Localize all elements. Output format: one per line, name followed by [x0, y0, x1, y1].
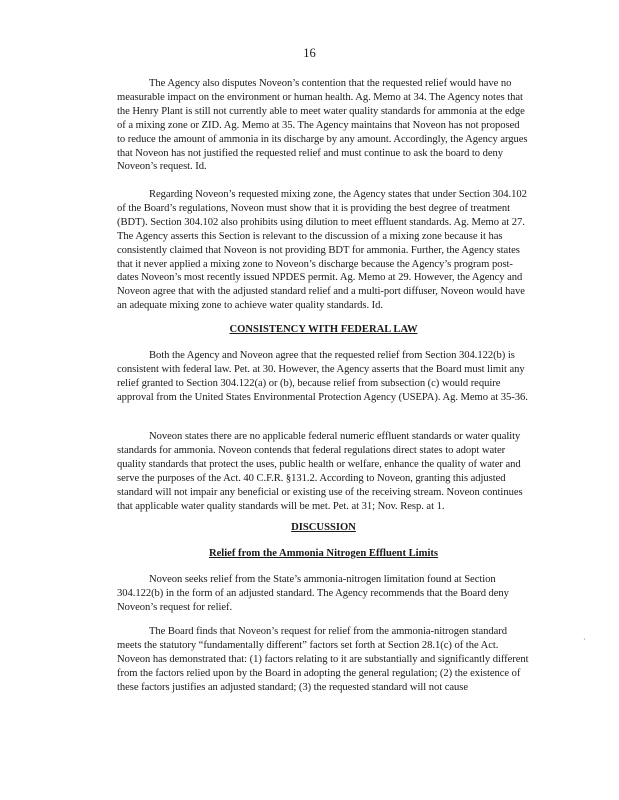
paragraph-federal-consistency [117, 349, 530, 405]
heading-discussion: DISCUSSION [291, 522, 356, 533]
scan-artifact-mark: · [583, 635, 586, 644]
paragraph-text: Noveon seeks relief from the State’s ammonia-nitrogen limitation found at Section 304.122(b) in the form of an adjusted standard. The Agency recommends that the Board deny Noveon’s request for relief. [117, 574, 509, 613]
page-number: 16 [303, 46, 316, 60]
paragraph-text: The Agency also disputes Noveon’s contention that the requested relief would have no measurable impact on the environment or human health. Ag. Memo at 34. The Agency notes that the Henry Plant is still not currently able to meet water quality standards for ammonia at the edge of a mixing zone or ZID. Ag. Memo at 35. The Agency maintains that Noveon has not proposed to reduce the amount of ammonia in its discharge by any amount. Accordingly, the Agency argues that Noveon has not justified the requested relief and must continue to ask the board to deny Noveon’s request. Id. [117, 78, 528, 173]
paragraph-board-finds [117, 625, 530, 695]
heading-ammonia-relief: Relief from the Ammonia Nitrogen Effluent Limits [208, 548, 439, 559]
paragraph-text: Noveon states there are no applicable federal numeric effluent standards or water quality standards for ammonia. Noveon contends that federal regulations direct states to adopt water quality standards that protect the uses, public health or welfare, enhance the quality of water and serve the purposes of the Act. 40 C.F.R. §131.2. According to Noveon, granting this adjusted standard will not impair any beneficial or existing use of the receiving stream. Noveon continues that applicable water quality standards will be met. Pet. at 31; Nov. Resp. at 1. [117, 431, 523, 512]
paragraph-text: Both the Agency and Noveon agree that the requested relief from Section 304.122(b) is consistent with federal law. Pet. at 30. However, the Agency asserts that the Board must limit any relief granted to Section 304.122(a) or (b), because relief from subsection (c) would require approval from the United States Environmental Protection Agency (USEPA). Ag. Memo at 35-36. [117, 350, 528, 403]
paragraph-text: Regarding Noveon’s requested mixing zone, the Agency states that under Section 304.102 of the Board’s regulations, Noveon must show that it is providing the best degree of treatment (BDT). Section 304.102 also prohibits using dilution to meet effluent standards. Ag. Memo at 27. The Agency asserts this Section is relevant to the discussion of a mixing zone because it has consistently claimed that Noveon is not providing BDT for ammonia. Further, the Agency states that it never applied a mixing zone to Noveon’s discharge because the Agency’s program post-dates Noveon’s most recently issued NPDES permit. Ag. Memo at 29. However, the Agency and Noveon agree that with the adjusted standard relief and a multi-port diffuser, Noveon would have an adequate mixing zone to achieve water quality standards. Id. [117, 189, 527, 312]
heading-federal-law: CONSISTENCY WITH FEDERAL LAW [229, 324, 418, 335]
paragraph-mixing-zone [117, 188, 530, 313]
paragraph-agency-disputes [117, 77, 530, 174]
paragraph-federal-standards [117, 430, 530, 513]
paragraph-text: The Board finds that Noveon’s request for relief from the ammonia-nitrogen standard meets the statutory “fundamentally different” factors set forth at Section 28.1(c) of the Act. Noveon has demonstrated that: (1) factors relating to it are substantially and significantly different from the factors relied upon by the Board in adopting the general regulation; (2) the existence of these factors justifies an adjusted standard; (3) the requested standard will not cause [117, 626, 529, 693]
paragraph-relief-request [117, 573, 530, 615]
